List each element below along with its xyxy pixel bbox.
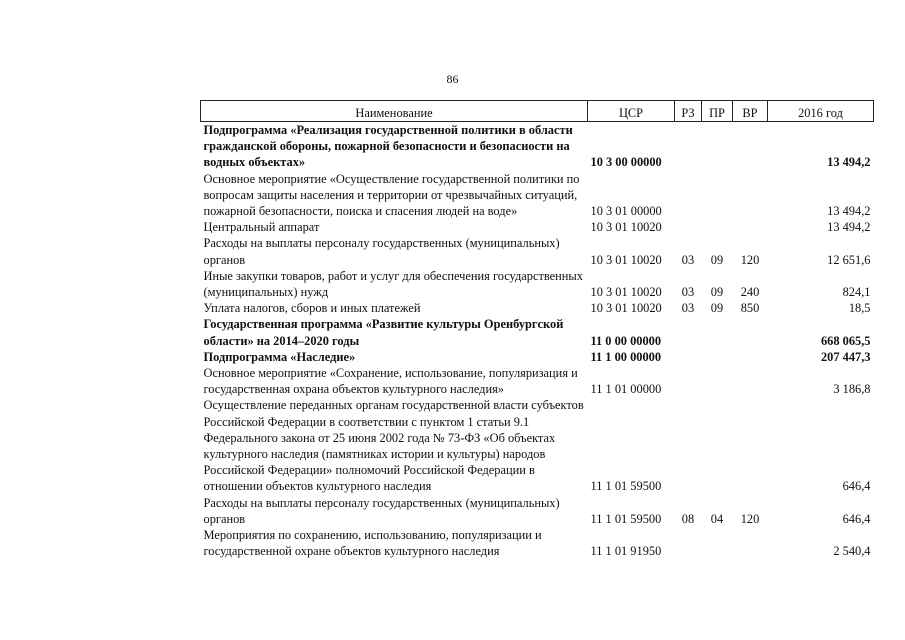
row-rz bbox=[675, 349, 702, 365]
header-year: 2016 год bbox=[768, 101, 874, 122]
row-amount: 668 065,5 bbox=[820, 333, 871, 348]
row-csr: 11 1 01 59500 bbox=[590, 479, 662, 494]
row-name: Основное мероприятие «Осуществление государственной политики по вопросам защиты населения и территории от чрезвычайных ситуаций, пожарной безопасности, поиска и спасения людей на воде» bbox=[203, 171, 580, 219]
row-vr bbox=[733, 349, 768, 365]
row-name: Иные закупки товаров, работ и услуг для обеспечения государственных (муниципальных) нужд bbox=[203, 268, 583, 300]
header-name: Наименование bbox=[201, 101, 588, 122]
row-rz bbox=[675, 397, 702, 494]
row-name: Центральный аппарат bbox=[203, 220, 320, 235]
row-amount: 646,4 bbox=[842, 479, 871, 494]
row-name: Мероприятия по сохранению, использованию, популяризации и государственной охране объектов культурного наследия bbox=[203, 528, 542, 559]
table-row bbox=[201, 397, 874, 494]
row-amount: 824,1 bbox=[842, 285, 871, 300]
row-name: Подпрограмма «Наследие» bbox=[203, 349, 356, 364]
table-row bbox=[201, 349, 874, 365]
row-amount: 13 494,2 bbox=[827, 220, 871, 235]
row-rz bbox=[675, 171, 702, 220]
header-pr: ПР bbox=[702, 101, 733, 122]
row-pr bbox=[702, 365, 733, 397]
row-name: Расходы на выплаты персоналу государственных (муниципальных) органов bbox=[203, 236, 560, 267]
row-pr: 09 bbox=[710, 252, 724, 267]
row-csr: 10 3 00 00000 bbox=[590, 155, 662, 170]
row-amount: 3 186,8 bbox=[833, 382, 871, 397]
row-pr bbox=[702, 122, 733, 171]
row-csr: 10 3 01 00000 bbox=[590, 204, 662, 219]
row-pr: 09 bbox=[710, 301, 724, 316]
row-csr: 10 3 01 10020 bbox=[590, 252, 662, 267]
row-csr: 11 1 01 00000 bbox=[590, 382, 662, 397]
row-amount: 18,5 bbox=[848, 301, 871, 316]
row-rz: 03 bbox=[681, 252, 695, 267]
row-vr: 850 bbox=[740, 301, 760, 316]
table-row bbox=[201, 365, 874, 397]
row-rz: 08 bbox=[681, 511, 695, 526]
row-csr: 11 0 00 00000 bbox=[590, 333, 662, 348]
table-row bbox=[201, 171, 874, 220]
row-vr bbox=[733, 397, 768, 494]
table-row bbox=[201, 316, 874, 348]
row-pr bbox=[702, 316, 733, 348]
row-name: Государственная программа «Развитие культуры Оренбургской области» на 2014–2020 годы bbox=[203, 317, 564, 348]
row-csr: 10 3 01 10020 bbox=[590, 220, 662, 235]
row-rz bbox=[675, 316, 702, 348]
row-rz bbox=[675, 365, 702, 397]
row-pr: 09 bbox=[710, 285, 724, 300]
row-vr bbox=[733, 219, 768, 235]
row-pr bbox=[702, 171, 733, 220]
row-vr bbox=[733, 527, 768, 559]
row-rz: 03 bbox=[681, 285, 695, 300]
row-csr: 11 1 00 00000 bbox=[590, 349, 662, 364]
row-vr bbox=[733, 365, 768, 397]
row-amount: 2 540,4 bbox=[833, 544, 871, 559]
row-name: Основное мероприятие «Сохранение, использование, популяризация и государственная охрана объектов культурного наследия» bbox=[203, 366, 578, 397]
row-name: Уплата налогов, сборов и иных платежей bbox=[203, 301, 421, 316]
table-row bbox=[201, 219, 874, 235]
table-header-row bbox=[201, 101, 874, 122]
row-amount: 12 651,6 bbox=[827, 252, 871, 267]
row-vr bbox=[733, 316, 768, 348]
table-row bbox=[201, 268, 874, 300]
row-csr: 10 3 01 10020 bbox=[590, 301, 662, 316]
row-pr bbox=[702, 397, 733, 494]
header-rz: РЗ bbox=[675, 101, 702, 122]
row-amount: 13 494,2 bbox=[827, 204, 871, 219]
table-row bbox=[201, 300, 874, 316]
table-row bbox=[201, 495, 874, 527]
row-amount: 13 494,2 bbox=[827, 155, 871, 170]
row-rz: 03 bbox=[681, 301, 695, 316]
row-name: Расходы на выплаты персоналу государственных (муниципальных) органов bbox=[203, 495, 560, 526]
page-number: 86 bbox=[446, 72, 459, 86]
row-amount: 207 447,3 bbox=[820, 349, 871, 364]
row-pr bbox=[702, 349, 733, 365]
table-row bbox=[201, 122, 874, 171]
row-vr: 240 bbox=[740, 285, 760, 300]
row-vr bbox=[733, 171, 768, 220]
header-csr: ЦСР bbox=[588, 101, 675, 122]
table-row bbox=[201, 527, 874, 559]
header-vr: ВР bbox=[733, 101, 768, 122]
row-rz bbox=[675, 122, 702, 171]
row-vr bbox=[733, 122, 768, 171]
row-vr: 120 bbox=[740, 511, 760, 526]
row-vr: 120 bbox=[740, 252, 760, 267]
row-pr bbox=[702, 219, 733, 235]
row-rz bbox=[675, 527, 702, 559]
row-csr: 10 3 01 10020 bbox=[590, 285, 662, 300]
table-row bbox=[201, 235, 874, 267]
row-name: Подпрограмма «Реализация государственной политики в области гражданской обороны, пожарной безопасности и безопасности на водных объектах» bbox=[203, 123, 573, 170]
budget-table bbox=[200, 100, 874, 559]
row-pr bbox=[702, 527, 733, 559]
row-csr: 11 1 01 59500 bbox=[590, 511, 662, 526]
row-pr: 04 bbox=[710, 511, 724, 526]
row-rz bbox=[675, 219, 702, 235]
row-name: Осуществление переданных органам государственной власти субъектов Российской Федерации в соответствии с пунктом 1 статьи 9.1 Федерального закона от 25 июня 2002 года № 73-ФЗ «Об объектах культурного наследия (памятниках истории и культуры) народов Российской Федерации» полномочий Российской Федерации в отношении объектов культурного наследия bbox=[203, 398, 584, 494]
row-csr: 11 1 01 91950 bbox=[590, 544, 662, 559]
row-amount: 646,4 bbox=[842, 511, 871, 526]
